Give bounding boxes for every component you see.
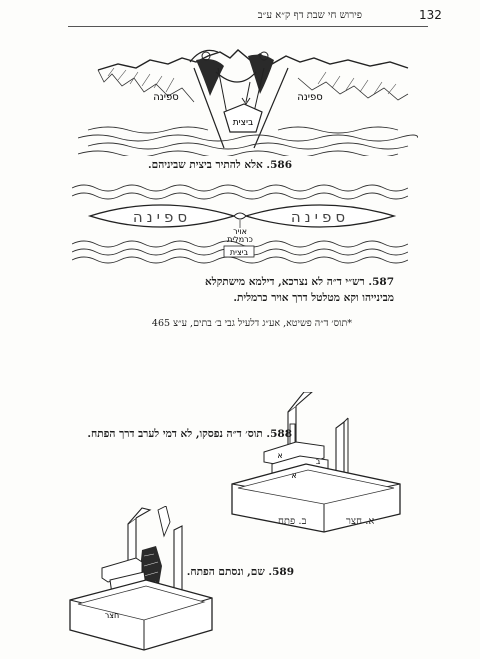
running-title: פירוש חי שבת דף ק״א ע״ב: [257, 10, 362, 21]
fig586-ship-right-label: ספינה: [297, 92, 323, 103]
figure-588-label-chatzer-a: א. חצר: [346, 516, 375, 527]
figure-586-caption: 586. אלא להתיר ביצית שביניהם.: [148, 159, 292, 171]
fig586-ship-left-label: ספינה: [153, 92, 179, 103]
fig588-label-b: ב: [315, 457, 321, 466]
header-rule: [68, 26, 428, 27]
fig587-center-label: ביצית: [229, 248, 249, 257]
fig588-label-a-upper: א: [277, 451, 283, 460]
fig587-air-label: אויר: [233, 227, 247, 236]
figure-589-illustration: [62, 506, 222, 654]
fig587-karmelit-label: כרמלית: [227, 235, 253, 244]
figure-587-caption-line1: 587. רש״י ד״ה לא נצרכא, דילמא מישתקלא: [205, 276, 394, 288]
figure-587-caption-line2: מבינייהו וקא מטלטל דרך אויר כרמלית.: [233, 292, 394, 304]
figure-588-label-petach-b: ב. פתח: [278, 516, 307, 527]
page-number: 132: [419, 8, 442, 22]
fig587-ship-left-label: ספינה: [132, 208, 192, 226]
figure-589-caption: 589. שם, ונסתם הפתח.: [186, 566, 294, 578]
figure-588-caption: 588. תוס׳ ד״ה נפסקו, לא דמי לערב דרך הפתח.: [87, 428, 292, 440]
fig588-label-a-lower: א: [291, 471, 297, 480]
fig587-ship-right-label: ספינה: [290, 208, 350, 226]
figure-586-illustration: [78, 38, 418, 156]
figure-587-illustration: [72, 182, 408, 264]
fig589-chatzer-label: חצר: [104, 611, 120, 620]
fig586-center-label: ביצית: [232, 118, 254, 128]
footnote: *תוס׳ ד״ה פשיטא, אע״ג דלעיל גבי ב׳ בתים, ע״צ 465: [151, 318, 352, 329]
figure-588-illustration: [224, 392, 408, 536]
